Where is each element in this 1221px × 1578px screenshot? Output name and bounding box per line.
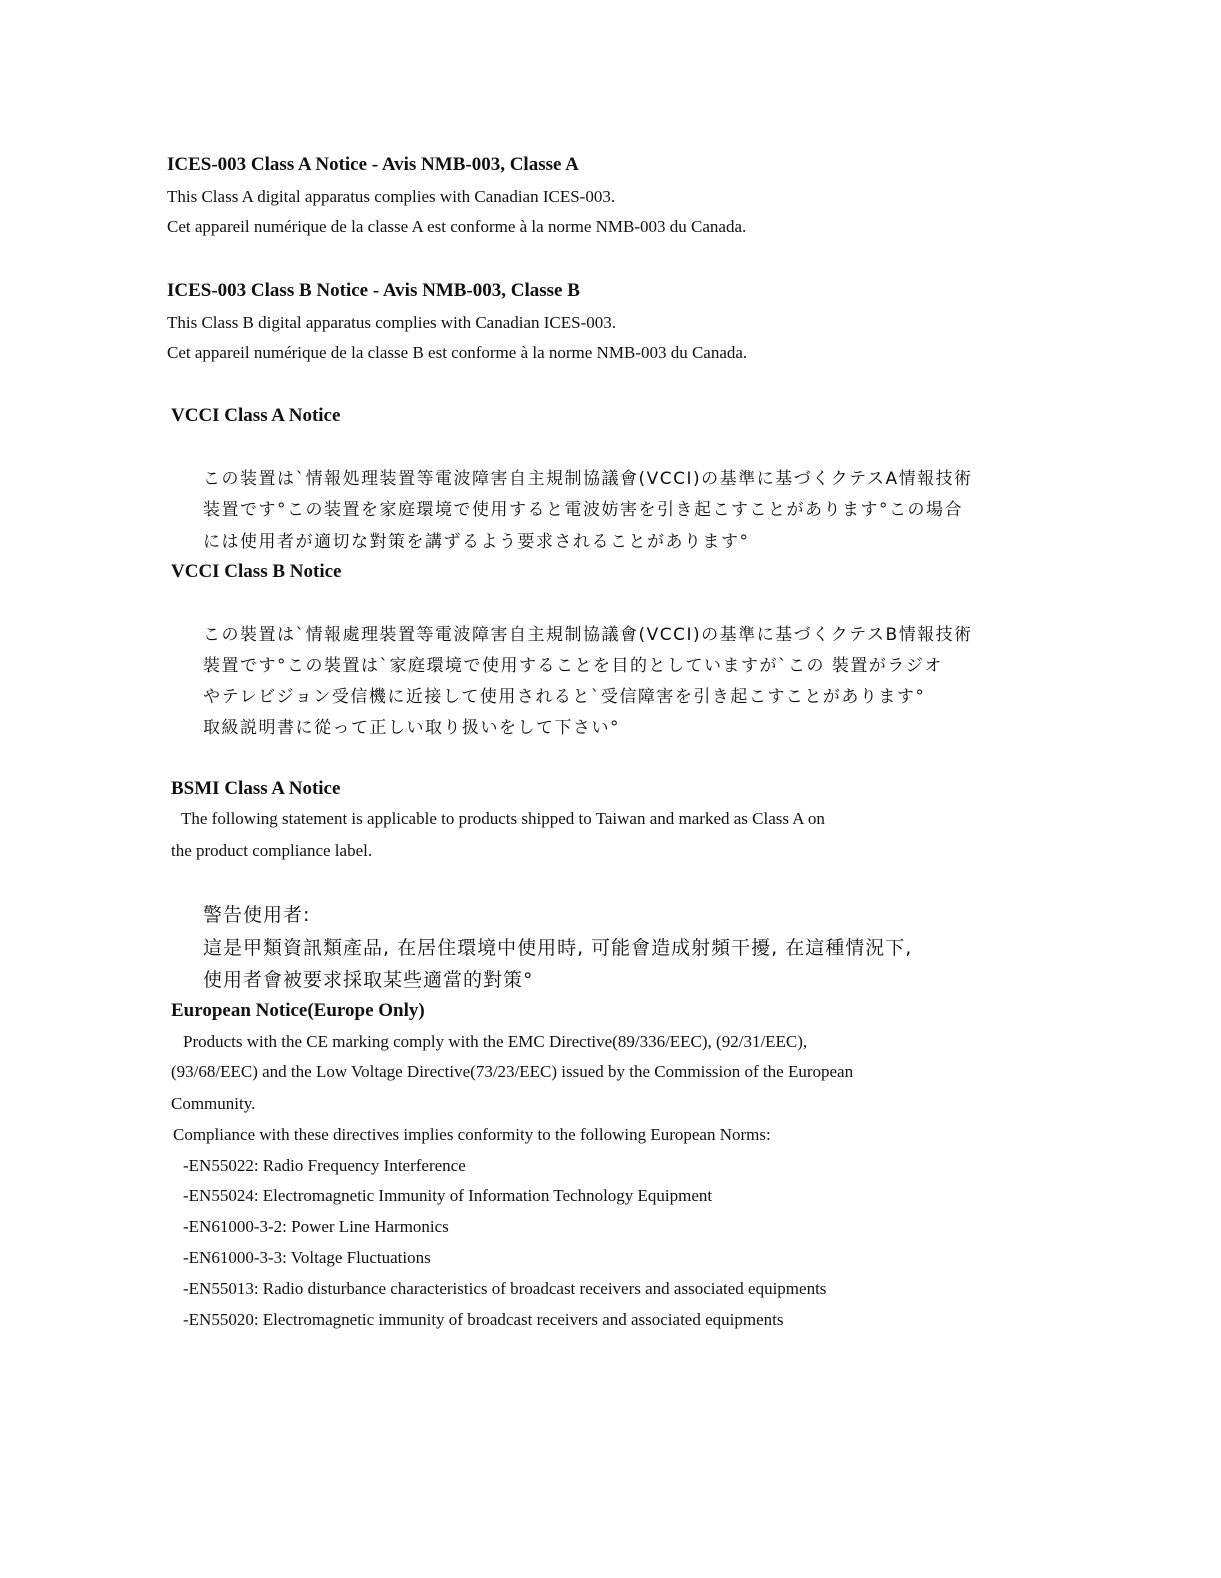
ices-class-a-french-text: Cet appareil numérique de la classe A est conforme à la norme NMB-003 du Canada. — [167, 217, 747, 236]
ices-class-b-heading: ICES-003 Class B Notice - Avis NMB-003, Classe B — [167, 280, 580, 301]
european-notice-paragraph: Products with the CE marking comply with the EMC Directive(89/336/EEC), (92/31/EEC), — [183, 1032, 808, 1051]
vcci-class-a-text-line: 装置です°この装置を家庭環境で使用すると電波妨害を引き起こすことがあります°この場合 — [203, 500, 963, 520]
european-norm-item: -EN55020: Electromagnetic immunity of broadcast receivers and associated equipments — [183, 1310, 784, 1329]
vcci-class-a-heading: VCCI Class A Notice — [171, 405, 341, 426]
ices-class-a-english-text: This Class A digital apparatus complies with Canadian ICES-003. — [167, 187, 616, 206]
european-norm-item: -EN55022: Radio Frequency Interference — [183, 1156, 466, 1175]
bsmi-class-a-heading: BSMI Class A Notice — [171, 778, 341, 799]
european-notice-paragraph: Community. — [171, 1094, 256, 1113]
vcci-class-b-text-line: やテレビジョン受信機に近接して使用されると`受信障害を引き起こすことがあります° — [203, 687, 926, 707]
ices-class-b-french-text: Cet appareil numérique de la classe B est conforme à la norme NMB-003 du Canada. — [167, 343, 748, 362]
bsmi-statement-text-continued: the product compliance label. — [171, 841, 373, 860]
bsmi-chinese-warning-title: 警告使用者: — [203, 904, 311, 926]
european-notice-heading: European Notice(Europe Only) — [171, 1000, 425, 1021]
vcci-class-a-text-line: この装置は`情報処理装置等電波障害自主規制協議會(VCCI)の基準に基づくクテスA情報技術 — [203, 469, 973, 489]
european-norm-item: -EN61000-3-3: Voltage Fluctuations — [183, 1248, 431, 1267]
european-compliance-intro: Compliance with these directives implies conformity to the following European Norms: — [173, 1125, 771, 1144]
ices-class-a-heading: ICES-003 Class A Notice - Avis NMB-003, Classe A — [167, 154, 579, 175]
bsmi-statement-text: The following statement is applicable to products shipped to Taiwan and marked as Class A on — [181, 809, 825, 828]
ices-class-b-english-text: This Class B digital apparatus complies with Canadian ICES-003. — [167, 313, 617, 332]
european-norm-item: -EN61000-3-2: Power Line Harmonics — [183, 1217, 449, 1236]
european-norm-item: -EN55013: Radio disturbance characteristics of broadcast receivers and associated equipments — [183, 1279, 827, 1298]
bsmi-chinese-warning-text: 使用者會被要求採取某些適當的對策° — [203, 969, 534, 991]
bsmi-chinese-warning-text: 這是甲類資訊類產品, 在居住環境中使用時, 可能會造成射頻干擾, 在這種情況下, — [203, 937, 913, 959]
european-norm-item: -EN55024: Electromagnetic Immunity of Information Technology Equipment — [183, 1186, 713, 1205]
vcci-class-b-text-line: 取級説明書に從って正しい取り扱いをして下さい° — [203, 718, 620, 738]
vcci-class-b-text-line: この裝置は`情報處理裝置等電波障害自主規制協議會(VCCI)の基準に基づくクテスB情報技術 — [203, 625, 973, 645]
vcci-class-b-text-line: 裝置です°この裝置は`家庭環境で使用することを目的としていますが`この 裝置がラジオ — [203, 656, 943, 676]
vcci-class-a-text-line: には使用者が適切な對策を講ずるよう要求されることがあります° — [203, 532, 750, 552]
vcci-class-b-heading: VCCI Class B Notice — [171, 561, 342, 582]
european-notice-paragraph: (93/68/EEC) and the Low Voltage Directive(73/23/EEC) issued by the Commission of the European — [171, 1062, 854, 1081]
